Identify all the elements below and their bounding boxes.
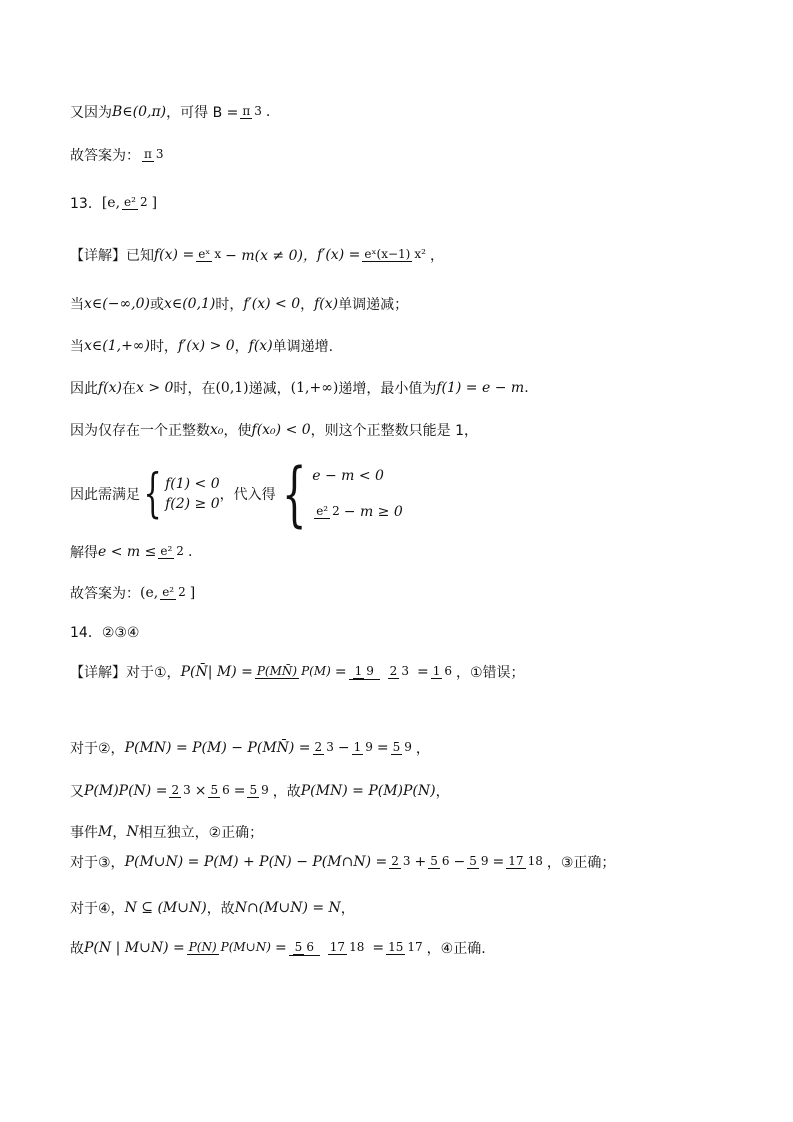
text: 【详解】已知 — [70, 248, 154, 264]
math: = — [376, 740, 389, 756]
text: 递增，最小值为 — [338, 381, 437, 397]
text: 时， — [149, 339, 178, 355]
solution-line-4 — [70, 245, 444, 265]
math: f(x) — [248, 338, 273, 354]
compound-fraction: 1 9 2 3 — [349, 665, 415, 680]
text: 又 — [70, 784, 84, 800]
text: ，可得 B = — [166, 105, 239, 121]
compound-fraction: 5 6 17 18 — [289, 941, 371, 956]
math: | M) = — [207, 664, 253, 680]
text: 或 — [149, 297, 164, 313]
solution-line-1 — [70, 102, 270, 122]
math: P(N | M∪N) = — [84, 940, 185, 956]
text: 故答案为： — [70, 148, 140, 164]
math: f′(x) < 0 — [243, 296, 301, 312]
math: P(M)P(N) = — [84, 783, 168, 799]
fraction: e² 2 — [160, 544, 184, 558]
fraction: π 3 — [242, 104, 262, 118]
math: = — [416, 664, 429, 680]
text: 因此 — [70, 381, 98, 397]
inequality: e − m < 0 — [312, 468, 384, 484]
fraction: 5 9 — [469, 854, 489, 868]
text: 单调递减； — [338, 297, 409, 313]
math: = — [334, 664, 347, 680]
math: N ⊆ (M∪N) — [124, 900, 207, 916]
math: f(x) — [98, 380, 123, 396]
text: 当 — [70, 339, 84, 355]
text: 【详解】对于①， — [70, 665, 181, 681]
fraction: 5 9 — [392, 740, 412, 754]
left-brace-icon: { — [143, 464, 162, 524]
solution-line-5 — [70, 294, 408, 314]
math: x > 0 — [136, 380, 174, 396]
fraction: 1 9 — [353, 740, 373, 754]
left-brace-icon: { — [281, 453, 307, 535]
fraction: eˣ(x−1) x² — [364, 247, 426, 261]
text: 又因为 — [70, 105, 112, 121]
math: × — [194, 783, 207, 799]
math: e < m ≤ — [98, 544, 157, 560]
text: ，使 — [223, 423, 252, 439]
fraction: 17 18 — [508, 854, 543, 868]
math: (0,1) — [215, 380, 249, 396]
text: 对于②， — [70, 741, 125, 757]
solution-line-2 — [70, 145, 168, 165]
math: − — [453, 854, 466, 870]
text: ，故 — [206, 901, 235, 917]
fraction: e² 2 — [162, 585, 186, 599]
math: P( — [180, 664, 196, 680]
text: 13． — [70, 196, 102, 212]
solution-line-9 — [70, 453, 403, 535]
text: 14．②③④ — [70, 625, 140, 641]
math: = — [274, 940, 287, 956]
text: 在 — [122, 381, 137, 397]
fraction: π 3 — [144, 147, 164, 161]
text: 事件 — [70, 825, 98, 841]
text: ，①错误； — [455, 665, 525, 681]
solution-line-16 — [70, 822, 263, 842]
math: B∈(0,π) — [112, 104, 167, 120]
fraction: 1 6 — [432, 664, 452, 678]
text: 时， — [215, 297, 244, 313]
math: M — [98, 824, 113, 840]
math: f(1) = e − m — [436, 380, 525, 396]
math: N̄ — [195, 664, 208, 680]
fraction: 5 6 — [430, 854, 450, 868]
problem-13-answer — [70, 193, 157, 213]
text: 故 — [70, 941, 84, 957]
inequality: e² 2 − m ≥ 0 — [316, 504, 403, 520]
text: ， — [429, 248, 444, 264]
fraction: 5 9 — [249, 783, 269, 797]
fraction: 15 17 — [388, 940, 423, 954]
math: f(x) — [314, 296, 339, 312]
fraction: eˣ x — [198, 247, 222, 261]
text: 因此需满足 — [70, 487, 140, 503]
math: (1,+∞) — [290, 380, 339, 396]
system-of-inequalities — [312, 458, 403, 530]
text: ，④正确. — [426, 941, 486, 957]
text: ， — [340, 901, 355, 917]
text: 当 — [70, 297, 84, 313]
math: N∩(M∪N) = N — [234, 900, 341, 916]
fraction: e² 2 — [124, 195, 148, 209]
solution-line-17 — [70, 852, 615, 872]
math: x∈(−∞,0) — [84, 296, 150, 312]
math: − m(x ≠ 0)， — [225, 248, 317, 264]
math: x₀ — [210, 422, 224, 438]
math: (e, — [140, 585, 159, 601]
text: . — [524, 380, 529, 396]
math: x∈(1,+∞) — [84, 338, 150, 354]
math: P(MN) = P(M) − P(MN̄) = — [124, 740, 311, 756]
solution-line-10 — [70, 542, 192, 562]
math: − — [337, 740, 350, 756]
text: ，代入得 — [219, 487, 276, 503]
text: ， — [234, 339, 249, 355]
solution-line-14 — [70, 738, 430, 758]
text: ， — [435, 784, 450, 800]
math: + — [414, 854, 427, 870]
solution-line-6 — [70, 336, 333, 356]
text: ，故 — [272, 784, 301, 800]
text: 故答案为： — [70, 586, 140, 602]
text: ， — [300, 297, 315, 313]
math: [e, — [101, 195, 121, 211]
fraction: P(MN̄) P(M) — [256, 664, 331, 678]
problem-14-answer — [70, 622, 139, 642]
text: ，则这个正整数只能是 1， — [310, 423, 479, 439]
text: 解得 — [70, 545, 98, 561]
math: f(x) = — [154, 247, 195, 263]
math: f(x₀) < 0 — [251, 422, 311, 438]
text: 相互独立，②正确； — [138, 825, 264, 841]
solution-line-13 — [70, 662, 525, 682]
solution-line-11 — [70, 583, 195, 603]
text: . — [265, 104, 271, 120]
text: 单调递增. — [272, 339, 334, 355]
math: x∈(0,1) — [163, 296, 216, 312]
fraction: 2 3 — [171, 783, 191, 797]
text: ，③正确； — [546, 855, 616, 871]
math: P(MN) = P(M)P(N) — [300, 783, 436, 799]
solution-line-8 — [70, 420, 478, 440]
fraction: 5 6 — [210, 783, 230, 797]
text: 因为仅存在一个正整数 — [70, 423, 210, 439]
text: 递减， — [248, 381, 291, 397]
text: . — [187, 544, 193, 560]
text: 对于④， — [70, 901, 125, 917]
math: = — [372, 940, 385, 956]
math: N — [126, 824, 139, 840]
solution-line-15 — [70, 781, 450, 801]
math: f′(x) > 0 — [177, 338, 235, 354]
text: 对于③， — [70, 855, 125, 871]
solution-line-7 — [70, 378, 529, 398]
solution-line-19 — [70, 938, 486, 958]
system-of-inequalities — [165, 474, 220, 514]
text: ， — [112, 825, 127, 841]
math: = — [233, 783, 246, 799]
fraction: 2 3 — [314, 740, 334, 754]
math: f′(x) = — [316, 247, 361, 263]
math: ] — [151, 195, 158, 211]
text: ， — [415, 741, 430, 757]
inequality: f(2) ≥ 0 — [165, 496, 220, 512]
math: = — [492, 854, 505, 870]
fraction: 2 3 — [391, 854, 411, 868]
math: P(M∪N) = P(M) + P(N) − P(M∩N) = — [124, 854, 388, 870]
fraction: P(N) P(M∪N) — [188, 940, 271, 954]
text: 时，在 — [173, 381, 216, 397]
solution-line-18 — [70, 898, 355, 918]
inequality: f(1) < 0 — [165, 476, 220, 492]
math: ] — [189, 585, 196, 601]
